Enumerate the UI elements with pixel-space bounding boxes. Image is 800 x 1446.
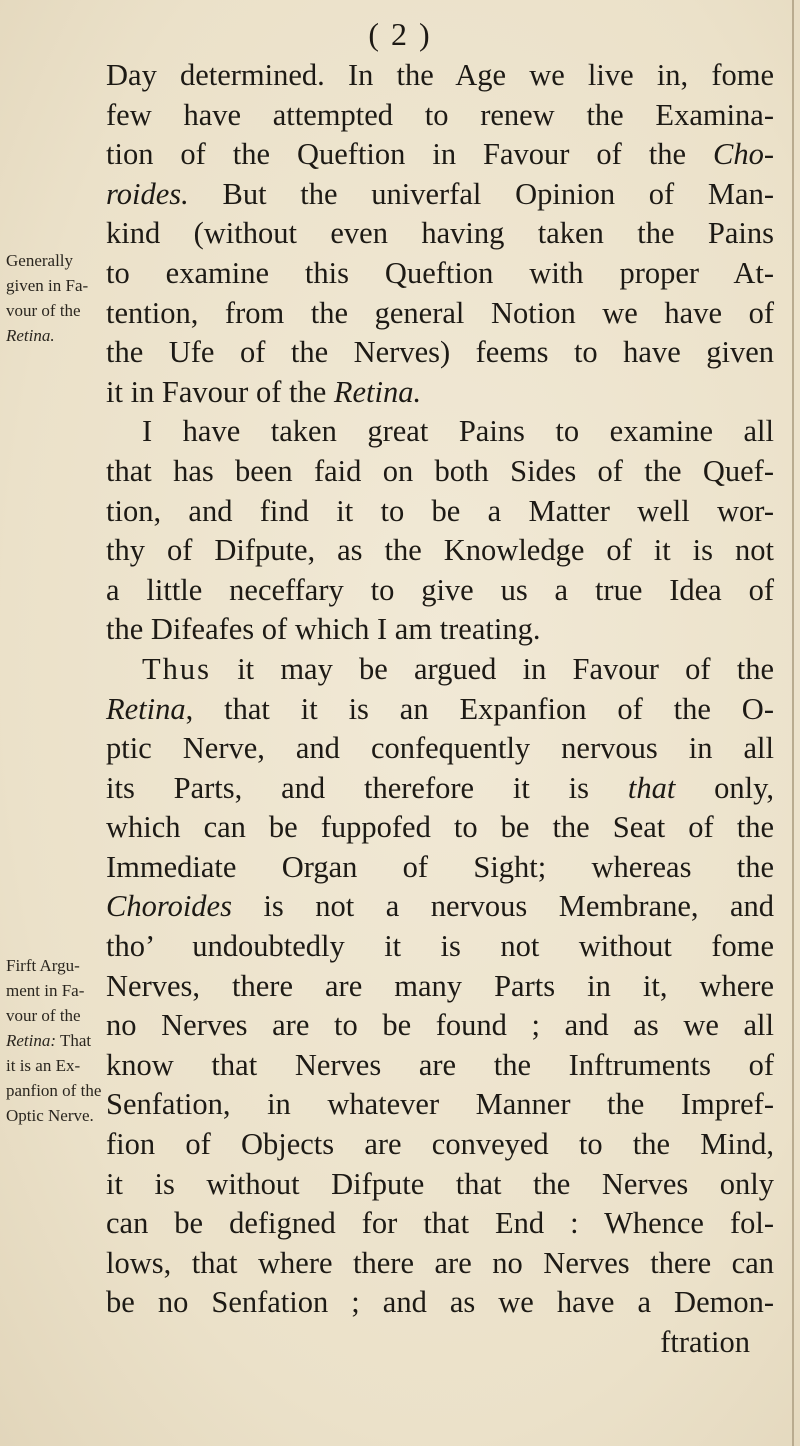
text-line: know that Nerves are the Inftruments of xyxy=(106,1047,774,1082)
text-line xyxy=(106,887,774,927)
text-line: tention, from the general Notion we have of xyxy=(106,295,774,330)
text-line: no Nerves are to be found ; and as we all xyxy=(106,1008,774,1043)
text-run-italic: roides. xyxy=(106,176,189,211)
text-run: only, xyxy=(675,770,774,805)
margin-note-line: it is an Ex- xyxy=(6,1056,81,1075)
text-line: it is without Difpute that the Nerves only xyxy=(106,1166,774,1201)
catchword: ftration xyxy=(660,1325,750,1359)
text-run-italic: Choroides xyxy=(106,889,232,924)
text-line xyxy=(106,650,774,690)
text-line: lows, that where there are no Nerves there can xyxy=(106,1245,774,1280)
text-run-italic: Retina xyxy=(106,691,186,726)
margin-note-line: ment in Fa- xyxy=(6,981,85,1000)
text-line: the Difeafes of which I am treating. xyxy=(106,612,541,647)
margin-note-line: panfion of the xyxy=(6,1081,102,1100)
page-edge-line xyxy=(792,0,794,1446)
text-line: kind (without even having taken the Pains xyxy=(106,216,774,251)
text-line: thy of Difpute, as the Knowledge of it is not xyxy=(106,533,774,568)
text-run-italic: Cho- xyxy=(713,137,774,172)
text-line: a little neceffary to give us a true Idea of xyxy=(106,572,774,607)
text-line xyxy=(106,135,774,175)
text-run-italic: Retina. xyxy=(333,374,422,409)
margin-note-text: That xyxy=(56,1031,92,1050)
text-line: Immediate Organ of Sight; whereas the xyxy=(106,849,774,884)
text-line: Nerves, there are many Parts in it, where xyxy=(106,968,774,1003)
margin-note-line: given in Fa- xyxy=(6,276,89,295)
text-line: which can be fuppofed to be the Seat of the xyxy=(106,810,774,845)
text-line: to examine this Queftion with proper At- xyxy=(106,255,774,290)
text-run: it may be argued in Favour of the xyxy=(211,651,774,686)
text-line: ptic Nerve, and confequently nervous in all xyxy=(106,731,774,766)
text-line: the Ufe of the Nerves) feems to have given xyxy=(106,335,774,370)
text-line xyxy=(106,690,774,730)
text-run: its Parts, and therefore it is xyxy=(106,770,628,805)
text-run-italic: that xyxy=(627,770,676,805)
text-run-small-caps: Thus xyxy=(142,651,211,686)
text-line xyxy=(106,373,774,413)
text-line: tion, and find it to be a Matter well wor- xyxy=(106,493,774,528)
text-line: tho’ undoubtedly it is not without fome xyxy=(106,929,774,964)
text-line: fion of Objects are conveyed to the Mind, xyxy=(106,1127,774,1162)
margin-note-line: Retina. xyxy=(6,326,55,345)
margin-note-generally-given xyxy=(6,248,102,348)
text-line: that has been faid on both Sides of the Quef- xyxy=(106,453,774,488)
text-line xyxy=(106,175,774,215)
margin-note-line xyxy=(6,1028,102,1053)
text-run: is not a nervous Membrane, and xyxy=(231,889,774,924)
text-line xyxy=(106,769,774,809)
page-number: ( 2 ) xyxy=(368,16,432,52)
margin-note-line: Firft Argu- xyxy=(6,956,80,975)
margin-note-line: Optic Nerve. xyxy=(6,1106,94,1125)
text-line: few have attempted to renew the Examina- xyxy=(106,97,774,132)
text-line: I have taken great Pains to examine all xyxy=(142,414,774,449)
text-run: tion of the Queftion in Favour of the xyxy=(106,137,713,172)
margin-note-line: vour of the xyxy=(6,301,81,320)
text-run: But the univerfal Opinion of Man- xyxy=(188,176,774,211)
margin-note-first-argument xyxy=(6,953,102,1128)
margin-note-line: Generally xyxy=(6,251,74,270)
margin-note-italic: Retina: xyxy=(6,1031,57,1050)
text-line: can be defigned for that End : Whence fol- xyxy=(106,1206,774,1241)
body-text xyxy=(106,56,774,1363)
text-run: , that it is an Expanfion of the O- xyxy=(185,691,774,726)
text-run: it in Favour of the xyxy=(106,374,334,409)
margin-note-line: vour of the xyxy=(6,1006,81,1025)
text-line: be no Senfation ; and as we have a Demon- xyxy=(106,1285,774,1320)
text-line: Day determined. In the Age we live in, fome xyxy=(106,58,774,92)
text-line: Senfation, in whatever Manner the Impref- xyxy=(106,1087,774,1122)
